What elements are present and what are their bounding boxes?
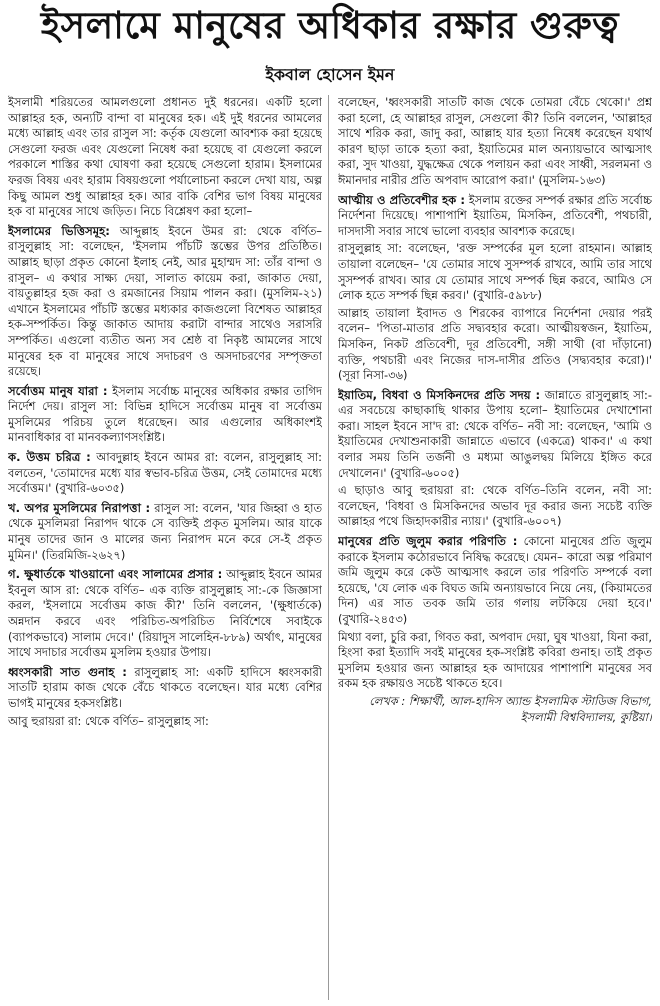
paragraph: এ ছাড়াও আবু হুরায়রা রা: থেকে বর্ণিত–তিনি বলেন, নবী সা: বলেছেন, 'বিধবা ও মিসকিনদের অভাব দূর করার জন্য সচেষ্ট ব্যক্তি আল্লাহর পথে জিহাদকারীর ন্যায়।' (বুখারি-৬০০৭) (338, 483, 652, 529)
section-text: রাসুল সা: বলেন, 'যার জিহ্বা ও হাত থেকে মুসলিমরা নিরাপদ থাকে সে ব্যক্তিই প্রকৃত মুসলিম। আর যাকে মানুষ তাদের জান ও মালের জন্য নিরাপদ মনে করে সে-ই প্রকৃত মুমিন।' (তিরমিজি-২৬২৭) (8, 500, 322, 562)
author-note: লেখক : শিক্ষার্থী, আল-হাদিস অ্যান্ড ইসলামিক স্টাডিজ বিভাগ, ইসলামী বিশ্ববিদ্যালয়, কুষ্টিয়া। (369, 693, 652, 724)
continued-paragraph: আবু হুরায়রা রা: থেকে বর্ণিত– রাসুলুল্লাহ সা: (8, 713, 209, 728)
paragraph: বলেছেন, 'ধ্বংসকারী সাতটি কাজ থেকে তোমরা বেঁচে থেকো।' প্রশ্ন করা হলো, হে আল্লাহর রাসুল, সেগুলো কী? তিনি বললেন, 'আল্লাহর সাথে শরিক করা, জাদু করা, আল্লাহ যার হত্যা নিষেধ করেছেন যথার্থ কারণ ছাড়া তাকে হত্যা করা, ইয়াতিমের মাল অন্যায়ভাবে আত্মসাৎ করা, সুদ খাওয়া, যুদ্ধক্ষেত্র থেকে পলায়ন করা এবং সাধ্বী, সরলমনা ও ঈমানদার নারীর প্রতি অপবাদ আরোপ করা।' (মুসলিম-১৬৩) (338, 95, 652, 187)
section-title: খ. অপর মুসলিমের নিরাপত্তা : (8, 500, 151, 515)
section-text: কোনো মানুষের প্রতি জুলুম করাকে ইসলাম কঠোরভাবে নিষিদ্ধ করেছে। যেমন– কারো অল্প পরিমাণ জমি জুলুম করে কেউ আত্মসাৎ করলে তার পরিণতি সম্পর্কে বলা হয়েছে, 'যে লোক এক বিঘত জমি অন্যায়ভাবে নিয়ে নেয়, (কিয়ামতের দিন) এর সাত তবক জমি তার গলায় লটকিয়ে দেয়া হবে।' (বুখারি-২৪৫৩) (338, 534, 652, 626)
section-title: মানুষের প্রতি জুলুম করার পরিণতি : (338, 534, 518, 549)
section-title: সর্বোত্তম মানুষ যারা : (8, 383, 108, 398)
paragraph: আল্লাহ তায়ালা ইবাদত ও শিরকের ব্যাপারে নির্দেশনা দেয়ার পরই বলেন– 'পিতা-মাতার প্রতি সদ্ব্যবহার করো। আত্মীয়স্বজন, ইয়াতিম, মিসকিন, নিকট প্রতিবেশী, দূর প্রতিবেশী, সঙ্গী সাথী (বা দাঁড়ানো) ব্যক্তি, পথচারী এবং নিজের দাস-দাসীর প্রতিও (সদ্ব্যবহার করো)।' (সূরা নিসা-৩৬) (338, 305, 652, 383)
section-text: আব্দুল্লাহ ইবনে উমর রা: থেকে বর্ণিত– রাসুলুল্লাহ সা: বলেছেন, 'ইসলাম পাঁচটি স্তম্ভের উপর প্রতিষ্ঠিত। আল্লাহ ছাড়া প্রকৃত কোনো ইলাহ নেই, আর মুহাম্মদ সা: তাঁর বান্দা ও রাসুল– এ কথার সাক্ষ্য দেয়া, সালাত কায়েম করা, জাকাত দেয়া, বায়তুল্লাহর হজ করা ও রমজানের সিয়াম পালন করা। (মুসলিম-২১) এখানে ইসলামের পাঁচটি স্তম্ভের মধ্যকার কাজগুলো বিশেষত আল্লাহর হক-সম্পর্কিত। কিন্তু জাকাত আদায় করাটা বান্দার সাথেও সরাসরি সম্পর্কিত। এগুলো ব্যতীত অন্য সব শ্রেষ্ঠ বা নিকৃষ্ট আমলের সাথে মানুষের হক বা মানুষের সাথে সদাচরণ ও অসদাচরণের সম্পৃক্ততা রয়েছে। (8, 223, 322, 379)
section-title: ধ্বংসকারী সাত গুনাহ : (8, 664, 127, 679)
section-text: জান্নাতে রাসুলুল্লাহ সা:-এর সবচেয়ে কাছাকাছি থাকার উপায় হলো– ইয়াতিমের দেখাশোনা করা। সাহল ইবনে সা'দ রা: থেকে বর্ণিত– নবী সা: বলেছেন, 'আমি ও ইয়াতিমের দেখাশুনাকারী জান্নাতে এভাবে (একত্রে) থাকব।' এ কথা বলার সময় তিনি তর্জনী ও মধ্যমা আঙুলদ্বয় মিলিয়ে ইঙ্গিত করে দেখালেন।' (বুখারি-৬০০৫) (338, 387, 652, 480)
section-text: ইসলাম সর্বোচ্চ মানুষের অধিকার রক্ষার তাগিদ নির্দেশ দেয়। রাসুল সা: বিভিন্ন হাদিসে সর্বোত্তম মানুষ বা সর্বোত্তম মুসলিমের পরিচয় তুলে ধরেছেন। আর এগুলোর অধিকাংশই মানবাধিকার বা মানবকল্যাণসংশ্লিষ্ট। (8, 383, 322, 445)
left-column (8, 95, 322, 1000)
intro-paragraph: ইসলামী শরিয়তের আমলগুলো প্রধানত দুই ধরনের। একটি হলো আল্লাহর হক, অন্যটি বান্দা বা মানুষের হক। এই দুই ধরনের আমলের মধ্যে আল্লাহ এবং তার রাসুল সা: কর্তৃক যেগুলো আবশ্যক করা হয়েছে সেগুলো ফরজ এবং যেগুলো নিষেধ করা হয়েছে বা যেগুলো করলে পরকালে শাস্তির কথা ঘোষণা করা হয়েছে সেগুলো হারাম। ইসলামের ফরজ বিষয় এবং হারাম বিষয়গুলো পর্যালোচনা করলে দেখা যায়, অল্প কিছু আমল শুধু আল্লাহর হক। আর বাকি বেশির ভাগ বিষয় মানুষের হক বা মানুষের সাথে জড়িত। নিচে বিশ্লেষণ করা হলো– (8, 95, 322, 219)
section-title: গ. ক্ষুধার্তকে খাওয়ানো এবং সালামের প্রসার : (8, 567, 223, 582)
section-text: আবদুল্লাহ ইবনে আমর রা: বলেন, রাসুলুল্লাহ সা: বলতেন, 'তোমাদের মধ্যে যার স্বভাব-চরিত্র উত্তম, সেই তোমাদের মধ্যে সর্বোত্তম।' (বুখারি-৬০৩৫) (8, 450, 322, 496)
section-title: ইসলামের ভিত্তিসমূহ: (8, 223, 110, 238)
paragraph: রাসুলুল্লাহ সা: বলেছেন, 'রক্ত সম্পর্কের মূল হলো রাহমান। আল্লাহ তায়ালা বলেছেন– 'যে তোমার সাথে সুসম্পর্ক রাখবে, আমি তার সাথে সুসম্পর্ক রাখব। আর যে তোমার সাথে সম্পর্ক ছিন্ন করবে, আমিও সে লোক হতে সম্পর্ক ছিন্ন করব।' (বুখারি-৫৯৮৮) (338, 241, 652, 303)
right-column (338, 95, 652, 1000)
paragraph: মিথ্যা বলা, চুরি করা, গিবত করা, অপবাদ দেয়া, ঘুষ খাওয়া, যিনা করা, হিংসা করা ইত্যাদি সবই মানুষের হক-সংশ্লিষ্ট কবিরা গুনাহ। তাই প্রকৃত মুসলিম হওয়ার জন্য আল্লাহর হক আদায়ের পাশাপাশি মানুষের সব রকম হক রক্ষায়ও সচেষ্ট থাকতে হবে। (338, 629, 652, 691)
section-text: ইসলাম রক্তের সম্পর্ক রক্ষার প্রতি সর্বোচ্চ নির্দেশনা দিয়েছে। পাশাপাশি ইয়াতিম, মিসকিন, প্রতিবেশী, পথচারী, দাসদাসী সবার সাথে ভালো ব্যবহার আবশ্যক করেছে। (338, 192, 652, 238)
article-headline: ইসলামে মানুষের অধিকার রক্ষার গুরুত্ব (40, 4, 620, 47)
section-title: ইয়াতিম, বিধবা ও মিসকিনদের প্রতি সদয় : (338, 387, 541, 402)
author-byline: ইকবাল হোসেন ইমন (265, 65, 395, 84)
section-text: আব্দুল্লাহ ইবনে আমর ইবনুল আস রা: থেকে বর্ণিত– এক ব্যক্তি রাসুলুল্লাহ সা:-কে জিজ্ঞাসা করল, 'ইসলামে সর্বোত্তম কাজ কী?' তিনি বললেন, '(ক্ষুধার্তকে) অন্নদান করবে এবং পরিচিত-অপরিচিত নির্বিশেষে সবাইকে (ব্যাপকভাবে) সালাম দেবে।' (রিয়াদুস সালেহিন-৮৮৯) অর্থাৎ, মানুষের সাথে সদাচার সর্বোত্তম মুসলিম হওয়ার উপায়। (8, 567, 322, 660)
column-divider (328, 95, 329, 1000)
section-title: আত্মীয় ও প্রতিবেশীর হক : (338, 192, 466, 207)
section-title: ক. উত্তম চরিত্র : (8, 450, 91, 465)
section-text: রাসুলুল্লাহ সা: একটি হাদিসে ধ্বংসকারী সাতটি হারাম কাজ থেকে বেঁচে থাকতে বলেছেন। যার মধ্যে বেশির ভাগই মানুষের হকসংশ্লিষ্ট। (8, 664, 322, 710)
